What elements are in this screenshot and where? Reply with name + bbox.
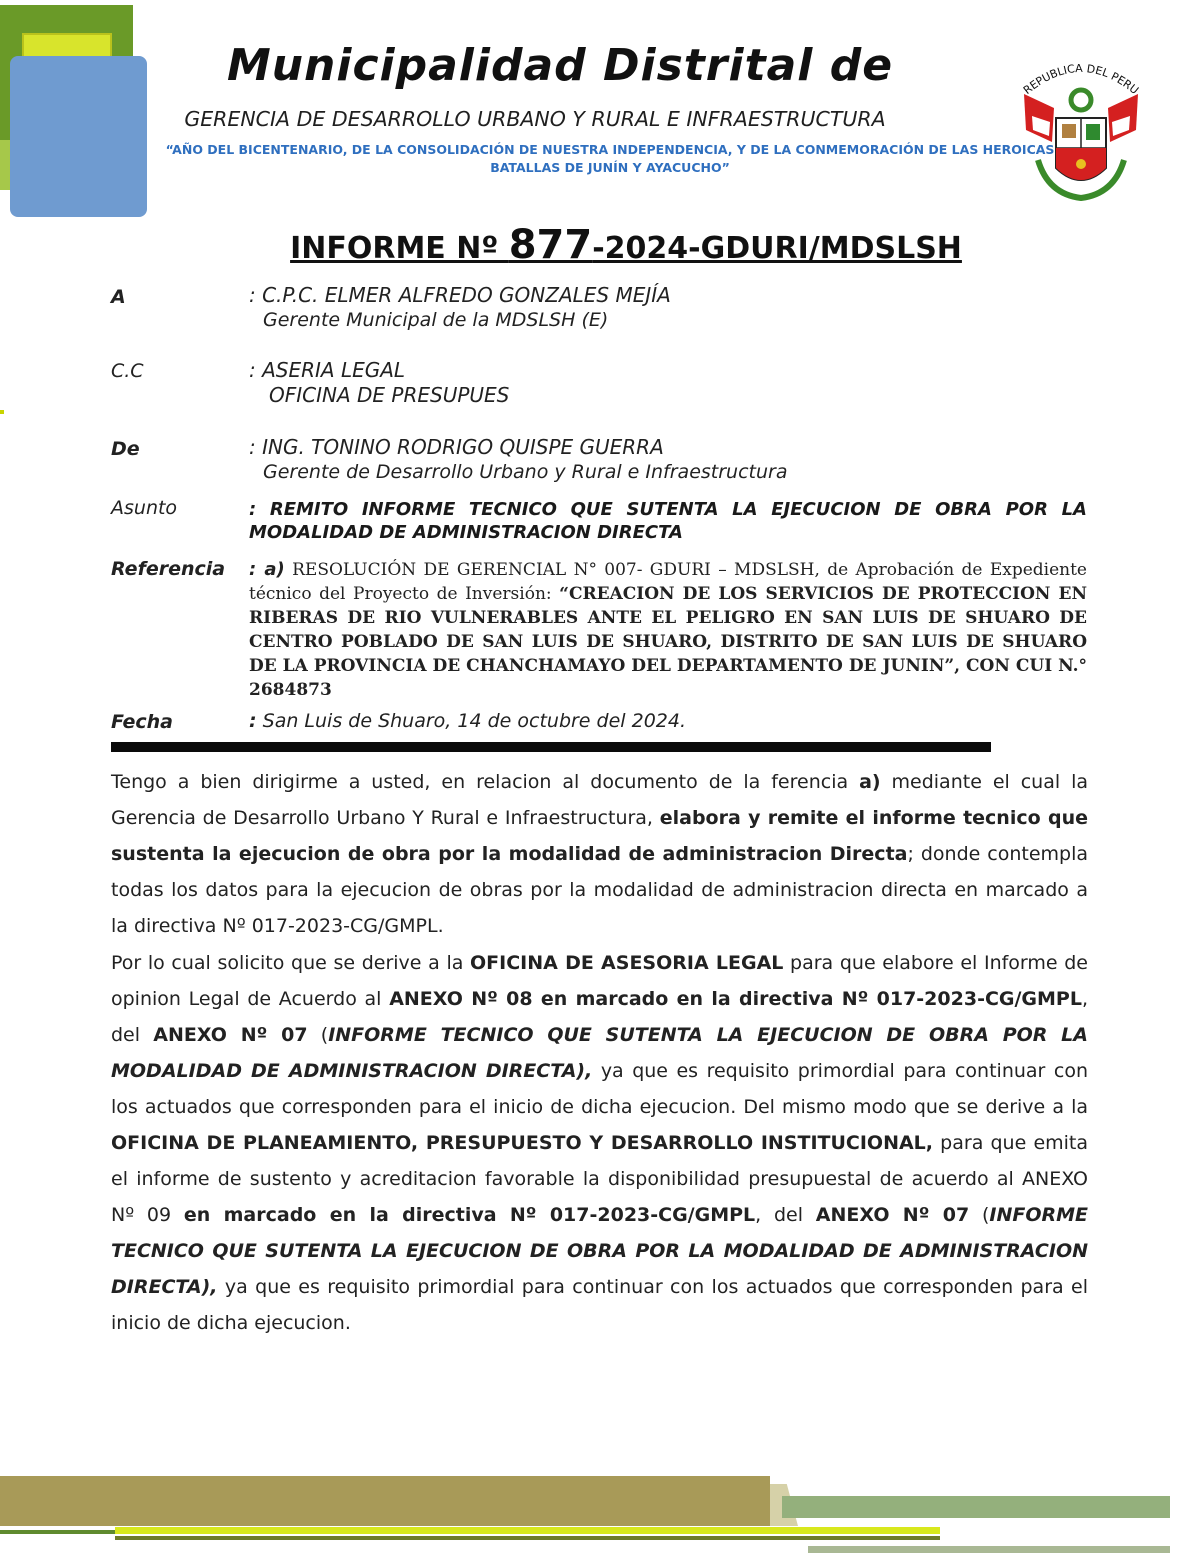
field-asunto-label: Asunto xyxy=(111,497,178,519)
year-motto xyxy=(105,141,1115,177)
referencia-project: “CREACION DE LOS SERVICIOS DE PROTECCION EN RIBERAS DE RIO VULNERABLES ANTE EL PELIGRO EN SAN LUIS DE SHUARO DE CENTRO POBLADO DE SAN LUIS DE SHUARO, DISTRITO DE SAN LUIS DE SHUARO DE LA PROVINCIA DE CHANCHAMAYO DEL DEPARTAMENTO DE JUNIN”, CON CUI N.° 2684873 xyxy=(249,584,1088,700)
p2-segment: OFICINA DE ASESORIA LEGAL xyxy=(470,952,784,974)
field-a-role: Gerente Municipal de la MDSLSH (E) xyxy=(263,309,609,331)
field-de-label: De xyxy=(111,438,140,460)
p2-segment: para que emita el informe de sustento y acreditacion favorable la disponibilidad presupuestal de acuerdo al ANEXO Nº 09 xyxy=(111,1132,1089,1226)
p2-segment: ( xyxy=(969,1204,990,1226)
field-referencia-value xyxy=(249,558,1087,702)
informe-prefix: INFORME Nº xyxy=(290,231,509,266)
field-a-label: A xyxy=(111,286,126,308)
footer-yellow-line xyxy=(115,1527,940,1534)
margin-mark xyxy=(0,410,4,414)
field-referencia-label: Referencia xyxy=(111,558,226,580)
field-fecha-label: Fecha xyxy=(111,711,174,733)
footer-dark-line xyxy=(115,1536,940,1540)
p2-segment: INFORME TECNICO QUE SUTENTA LA EJECUCION DE OBRA POR LA MODALIDAD DE ADMINISTRACION DIRECTA), xyxy=(111,1024,1088,1082)
field-de-role: Gerente de Desarrollo Urbano y Rural e Infraestructura xyxy=(263,461,788,483)
municipality-title: Municipalidad Distrital de xyxy=(226,40,894,91)
year-motto-line-1: “AÑO DEL BICENTENARIO, DE LA CONSOLIDACIÓN DE NUESTRA INDEPENDENCIA, Y DE LA CONMEMORACIÓN DE LAS HEROICAS xyxy=(165,142,1055,157)
p2-segment: ANEXO Nº 07 xyxy=(153,1024,308,1046)
logo-placeholder xyxy=(10,56,147,217)
referencia-text: RESOLUCIÓN DE GERENCIAL N° 007- GDURI – MDSLSH, de Aprobación de Expediente técnico del Proyecto de Inversión: xyxy=(249,560,1087,604)
p2-segment: ANEXO Nº 07 xyxy=(815,1204,970,1226)
field-a-name: : C.P.C. ELMER ALFREDO GONZALES MEJÍA xyxy=(249,283,671,307)
year-motto-line-2: BATALLAS DE JUNÍN Y AYACUCHO” xyxy=(490,160,730,175)
p2-segment: INFORME TECNICO QUE SUTENTA LA EJECUCION DE OBRA POR LA MODALIDAD DE ADMINISTRACION DIRECTA), xyxy=(111,1204,1089,1298)
field-cc-line-2: OFICINA DE PRESUPUES xyxy=(269,383,510,407)
department-title: GERENCIA DE DESARROLLO URBANO Y RURAL E INFRAESTRUCTURA xyxy=(184,107,886,131)
p1-segment: ; donde contempla todas los datos para la ejecucion de obras por la modalidad de administracion directa en marcado a la directiva Nº 017-2023-CG/GMPL. xyxy=(111,843,1089,937)
body-paragraph-2 xyxy=(111,945,1088,1341)
coat-text: REPUBLICA DEL PERU xyxy=(1020,61,1142,97)
p2-segment: OFICINA DE PLANEAMIENTO, PRESUPUESTO Y DESARROLLO INSTITUCIONAL, xyxy=(111,1132,934,1154)
fecha-colon: : xyxy=(249,710,257,732)
field-cc-line-1: : ASERIA LEGAL xyxy=(249,358,406,382)
informe-suffix: -2024-GDURI/MDSLSH xyxy=(592,231,962,266)
footer-olive-band xyxy=(0,1476,770,1526)
body-paragraph-1 xyxy=(111,764,1088,944)
p2-segment: Por lo cual solicito que se derive a la xyxy=(111,952,471,974)
fecha-text: San Luis de Shuaro, 14 de octubre del 2024. xyxy=(256,710,687,732)
p2-segment: ANEXO Nº 08 en marcado en la directiva Nº 017-2023-CG/GMPL xyxy=(389,988,1082,1010)
p2-segment: ya que es requisito primordial para continuar con los actuados que corresponden para el inicio de dicha ejecucion. Del mismo modo que se derive a la xyxy=(111,1060,1088,1118)
footer-sage-band xyxy=(782,1496,1170,1518)
p2-segment: , del xyxy=(755,1204,816,1226)
p1-segment: a) xyxy=(859,771,881,793)
p2-segment: para que elabore el Informe de opinion Legal de Acuerdo al xyxy=(111,952,1088,1010)
p1-segment: mediante el cual la Gerencia de Desarrollo Urbano Y Rural e Infraestructura, xyxy=(111,771,1088,829)
footer-bottom-band xyxy=(808,1546,1170,1553)
p2-segment: en marcado en la directiva Nº 017-2023-CG/GMPL xyxy=(183,1204,756,1226)
field-fecha-value xyxy=(249,710,686,732)
field-de-name: : ING. TONINO RODRIGO QUISPE GUERRA xyxy=(249,435,664,459)
footer-green-line xyxy=(0,1530,115,1534)
p1-segment: Tengo a bien dirigirme a usted, en relacion al documento de la ferencia xyxy=(111,771,860,793)
p2-segment: , del xyxy=(111,988,1089,1046)
p2-segment: ya que es requisito primordial para continuar con los actuados que corresponden para el inicio de dicha ejecucion. xyxy=(111,1276,1088,1334)
field-asunto-value: : REMITO INFORME TECNICO QUE SUTENTA LA EJECUCION DE OBRA POR LA MODALIDAD DE ADMINISTRACION DIRECTA xyxy=(249,499,1087,543)
coat-of-arms-icon xyxy=(1018,56,1144,202)
field-cc-label: C.C xyxy=(111,360,144,382)
referencia-prefix: : a) xyxy=(249,559,285,580)
informe-number: 877 xyxy=(508,222,593,268)
p2-segment: ( xyxy=(307,1024,329,1046)
separator-rule xyxy=(111,742,991,752)
p1-segment: elabora y remite el informe tecnico que sustenta la ejecucion de obra por la modalidad de administracion Directa xyxy=(111,807,1088,865)
informe-title xyxy=(0,222,1200,268)
